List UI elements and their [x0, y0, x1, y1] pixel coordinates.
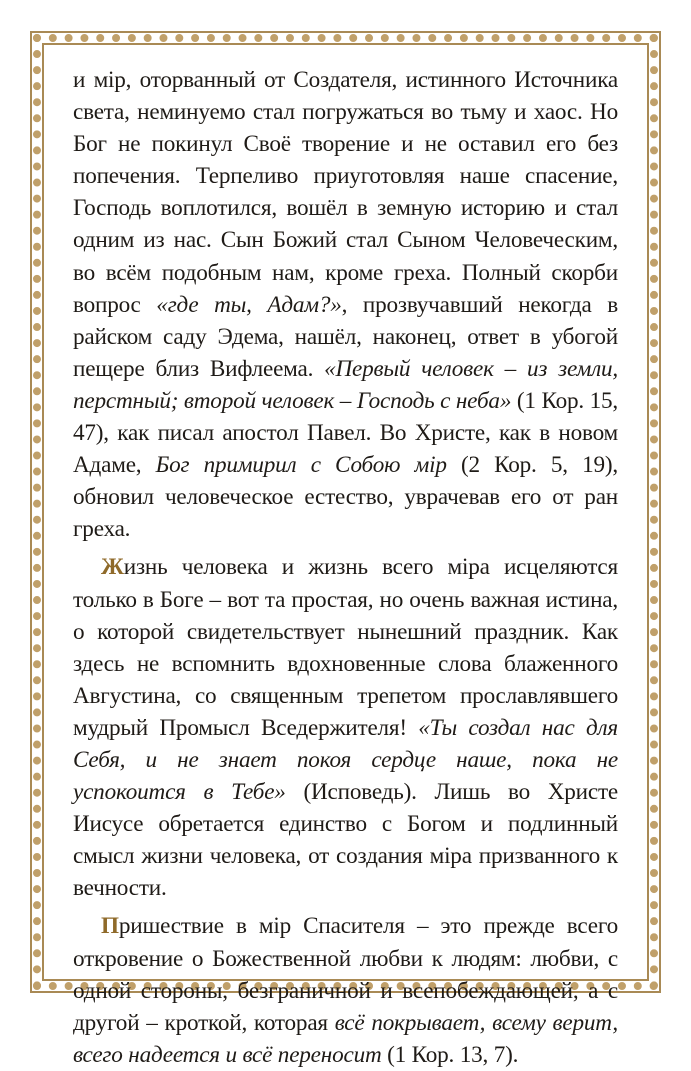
text-segment: и мір, оторванный от Создателя, истинного Источника света, неминуемо стал погружаться во тьму и хаос. Но Бог не покинул Своё творение и не оставил его без попечения. Терпеливо приуготовляя наше спасение, Господь воплотился, вошёл в земную историю и стал одним из нас. Сын Божий стал Сыном Человеческим, во всём подобным нам, кроме греха. Полный скорби вопрос [73, 67, 618, 318]
quote-segment: «Первый человек – из земли, перстный; второй человек – Господь с неба» [73, 355, 618, 414]
text-segment: ришествие в мір Спасителя – это прежде всего откровение о Божественной любви к людям: любви, с одной стороны, безграничной и всепобеждающей, а с другой – кроткой, которая [73, 913, 618, 1036]
text-segment: изнь человека и жизнь всего міра исцеляются только в Боге – вот та простая, но очень важная истина, о которой свидетельствует нынешний праздник. Как здесь не вспомнить вдохновенные слова блаженного Августина, со священным трепетом прославлявшего мудрый Промысл Вседержителя! [73, 554, 618, 741]
paragraph-1 [73, 64, 618, 545]
text-segment: , прозвучавший некогда в райском саду Эдема, нашёл, наконец, ответ в убогой пещере близ Вифлеема. [73, 291, 618, 382]
text-column [73, 64, 618, 1071]
paragraph-2 [73, 551, 618, 904]
text-segment: (2 Кор. 5, 19), обновил человеческое естество, уврачевав его от ран греха. [73, 452, 618, 543]
quote-segment: всё покрывает, всему верит, всего надеется и всё переносит [73, 1009, 619, 1068]
initial-letter: Ж [101, 554, 124, 581]
text-segment: (1 Кор. 13, 7). [381, 1041, 519, 1068]
quote-segment: «Ты создал нас для Себя, и не знает покоя сердце наше, пока не успокоится в Тебе» [73, 714, 618, 806]
paragraph-3 [73, 910, 618, 1070]
quote-segment: Бог примирил с Собою мір [155, 452, 447, 479]
text-segment: (1 Кор. 15, 47), как писал апостол Павел. Во Христе, как в новом Адаме, [73, 387, 618, 479]
initial-letter: П [101, 913, 119, 940]
text-segment: (Исповедь). Лишь во Христе Иисусе обретается единство с Богом и подлинный смысл жизни человека, от создания міра призванного к вечности. [73, 779, 619, 902]
quote-segment: «где ты, Адам?» [156, 291, 342, 318]
